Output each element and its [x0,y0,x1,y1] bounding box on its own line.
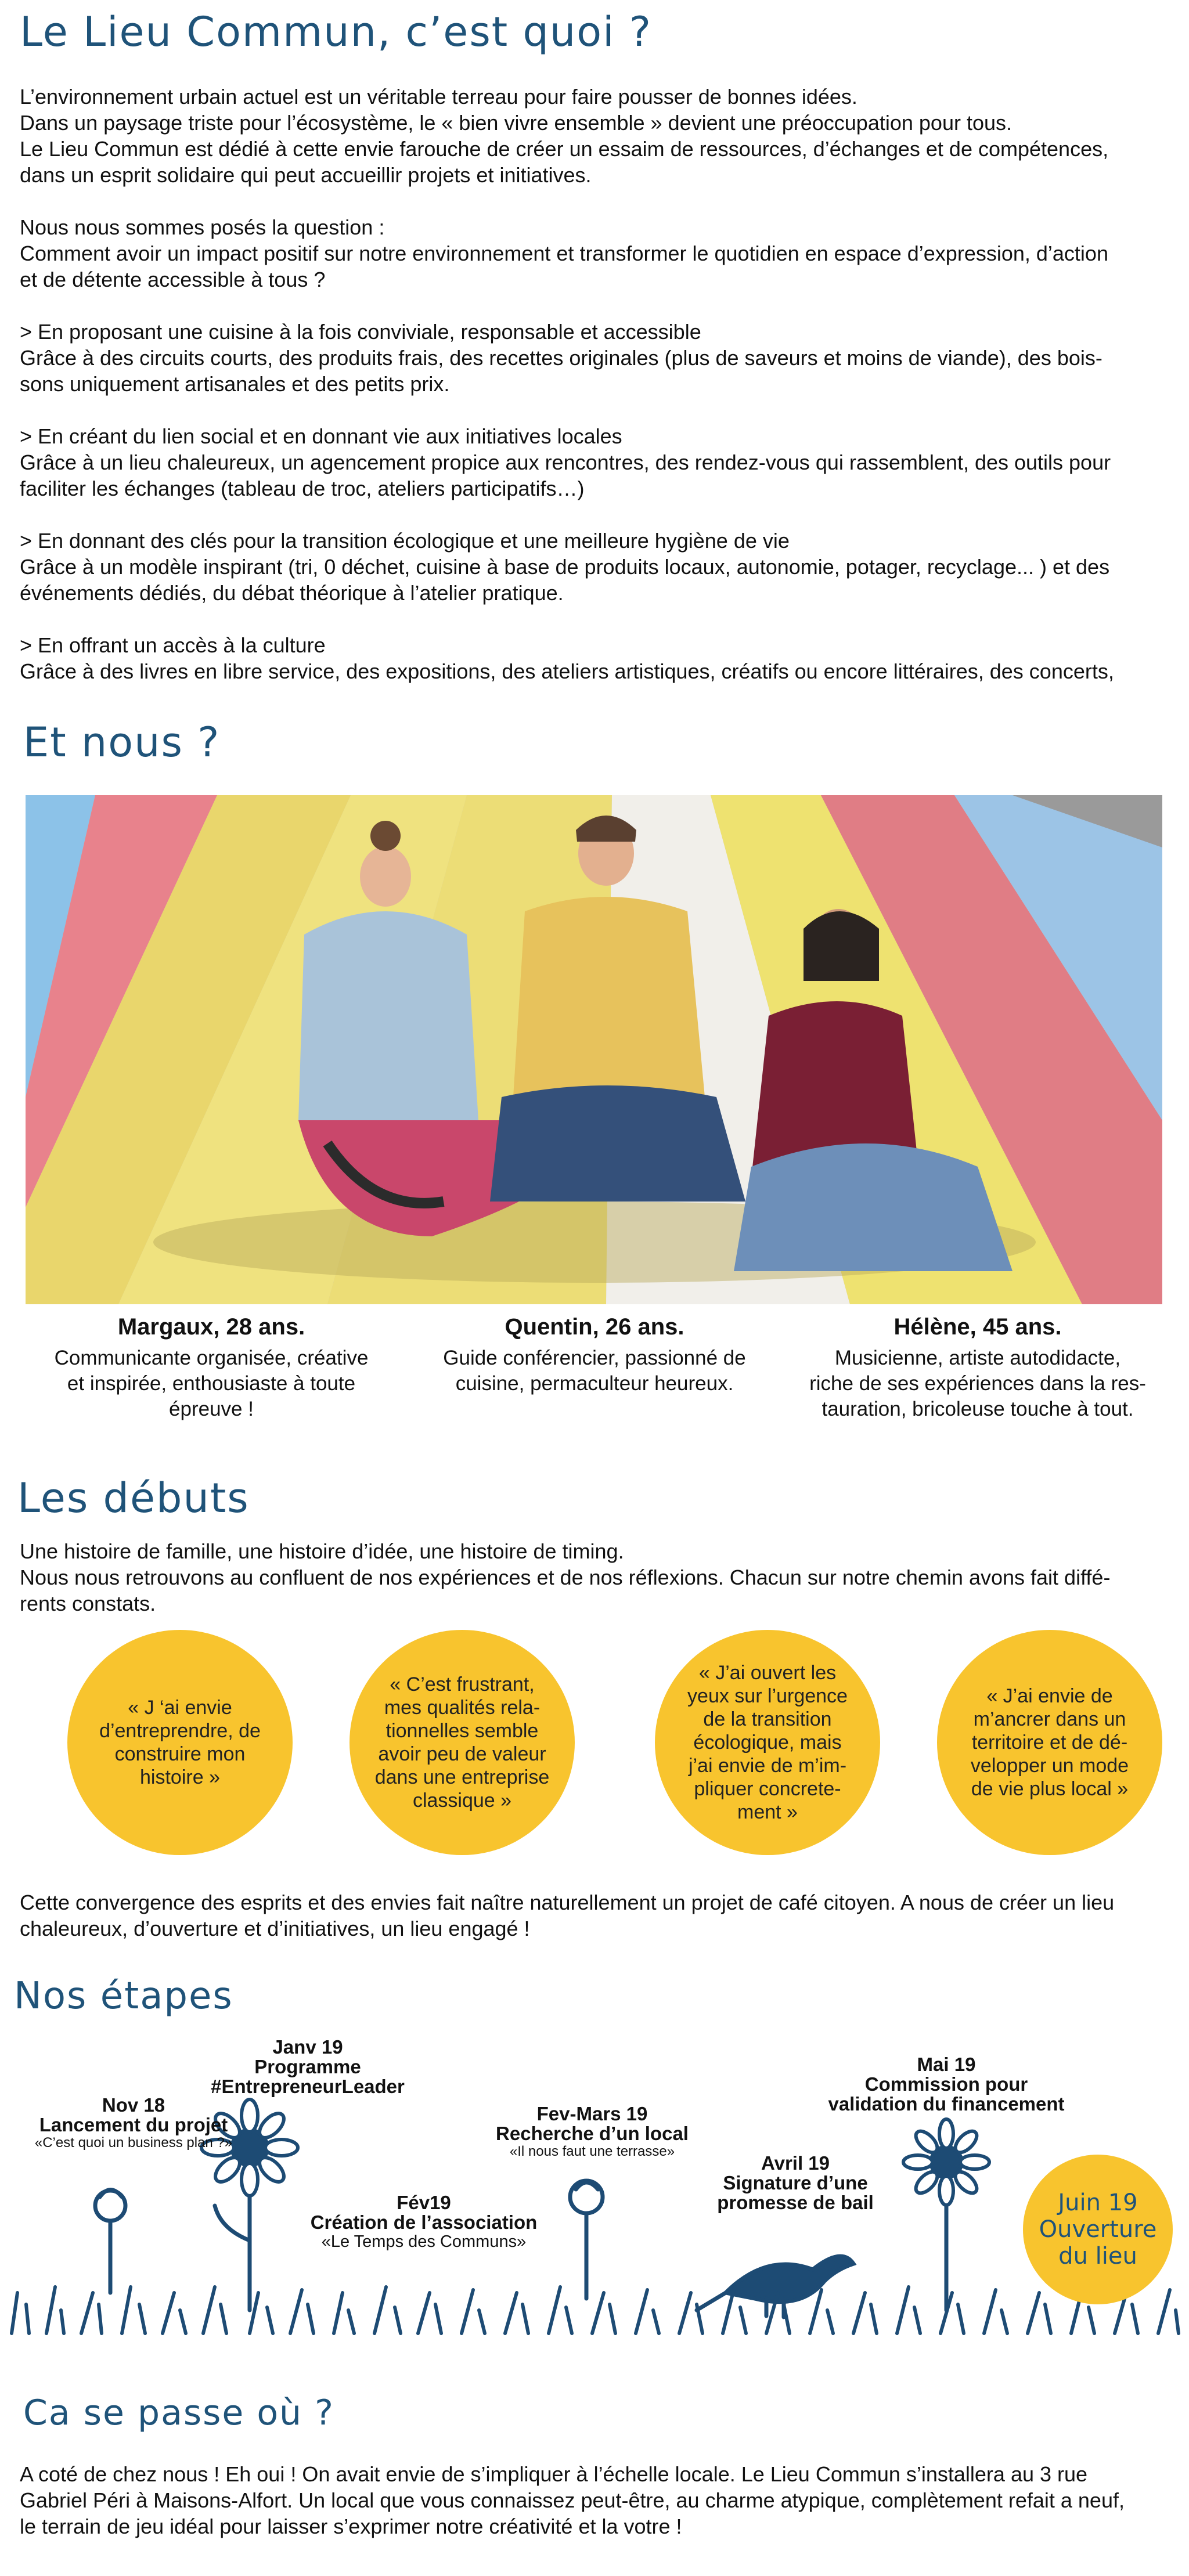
text-line: Dans un paysage triste pour l’écosystème, le « bien vivre ensemble » devient une préoccupation pour tous. [20,111,1012,135]
point-heading: > En offrant un accès à la culture [20,633,326,657]
text-line: dans un esprit solidaire qui peut accueillir projets et initiatives. [20,163,592,187]
desc-line: épreuve ! [169,1398,254,1420]
quote-circle: « J’ai ouvert les yeux sur l’urgence de la transition écologique, mais j’ai envie de m’im-pliquer concrete-ment » [655,1630,880,1855]
step-label: Signature d’une [723,2172,868,2193]
quote-circle: « C’est frustrant, mes qualités rela-tionnelles semble avoir peu de valeur dans une entreprise classique » [350,1630,575,1855]
person-description [792,1345,1163,1422]
text-line: le terrain de jeu idéal pour laisser s’exprimer notre créativité et la votre ! [20,2514,682,2538]
text-line: Nous nous sommes posés la question : [20,215,385,239]
text-line: L’environnement urbain actuel est un véritable terreau pour faire pousser de bonnes idées. [20,85,857,109]
text-line: chaleureux, d’ouverture et d’initiatives, un lieu engagé ! [20,1917,530,1940]
desc-line: Communicante organisée, créative [54,1347,369,1369]
step-label: Programme [254,2056,361,2077]
step-mai19 [807,2055,1086,2114]
section-title-us: Et nous ? [23,719,221,766]
person-quentin [409,1313,780,1397]
text-line: Grâce à des circuits courts, des produits frais, des recettes originales (plus de saveurs et moins de viande), des bois- [20,346,1102,370]
step-date: Avril 19 [761,2152,830,2174]
section3-conclusion [20,1889,1169,1942]
section1-body [20,84,1169,684]
person-name: Hélène, 45 ans. [893,1314,1062,1340]
step-date: Fev-Mars 19 [536,2103,648,2124]
text-line: Cette convergence des esprits et des envies fait naître naturellement un projet de café citoyen. A nous de créer un lieu [20,1890,1115,1914]
text-line: Gabriel Péri à Maisons-Alfort. Un local que vous connaissez peut-être, au charme atypique, complètement refait a neuf, [20,2488,1125,2512]
text-line: Nous nous retrouvons au confluent de nos expériences et de nos réflexions. Chacun sur notre chemin avons fait diffé- [20,1565,1111,1589]
text-line: Comment avoir un impact positif sur notre environnement et transformer le quotidien en espace d’expression, d’action [20,241,1108,265]
desc-line: cuisine, permaculteur heureux. [455,1372,734,1395]
text-line: Le Lieu Commun est dédié à cette envie farouche de créer un essaim de ressources, d’échanges et de compétences, [20,137,1109,161]
text-line: faciliter les échanges (tableau de troc, ateliers participatifs…) [20,477,585,500]
step-date: Juin 19 [1058,2189,1138,2216]
section-title-beginnings: Les débuts [17,1474,250,1522]
step-label: Commission pour [864,2073,1028,2095]
step-label: du lieu [1058,2243,1137,2270]
person-margaux [26,1313,397,1422]
step-label: Ouverture [1039,2216,1157,2243]
section-title-what: Le Lieu Commun, c’est quoi ? [20,8,652,56]
step-caption: «Il nous faut une terrasse» [509,2144,675,2159]
text-line: sons uniquement artisanales et des petits prix. [20,372,450,396]
person-helene [792,1313,1163,1422]
section3-intro [20,1538,1169,1617]
step-label: Lancement du projet [39,2114,228,2135]
quote-circle: « J’ai envie de m’ancrer dans un territoire et de dé-velopper un mode de vie plus local » [937,1630,1162,1855]
text-line: Grâce à un lieu chaleureux, un agencement propice aux rencontres, des rendez-vous qui rassemblent, des outils pour [20,450,1111,474]
point-heading: > En donnant des clés pour la transition écologique et une meilleure hygiène de vie [20,529,790,553]
step-fev19 [290,2193,557,2251]
step-date: Janv 19 [272,2036,343,2058]
person-name: Margaux, 28 ans. [117,1314,305,1340]
step-label: #EntrepreneurLeader [211,2076,405,2097]
step-caption: «C’est quoi un business plan ?» [34,2135,233,2151]
step-label: Recherche d’un local [496,2123,689,2144]
step-caption: «Le Temps des Communs» [321,2232,527,2251]
step-nov18 [23,2095,244,2151]
text-line: Une histoire de famille, une histoire d’idée, une histoire de timing. [20,1539,624,1563]
desc-line: et inspirée, enthousiaste à toute [67,1372,356,1395]
text-line: et de détente accessible à tous ? [20,268,326,291]
text-line: A coté de chez nous ! Eh oui ! On avait envie de s’impliquer à l’échelle locale. Le Lieu Commun s’installera au 3 rue [20,2462,1088,2486]
point-heading: > En créant du lien social et en donnant vie aux initiatives locales [20,424,622,448]
step-janv19 [174,2037,441,2097]
step-label: validation du financement [828,2093,1065,2115]
section-title-steps: Nos étapes [14,1975,233,2018]
section5-body [20,2461,1169,2539]
quote-circle: « J ‘ai envie d’entreprendre, de construire mon histoire » [67,1630,293,1855]
text-line: Grâce à des livres en libre service, des expositions, des ateliers artistiques, créatifs ou encore littéraires, des concerts, [20,659,1114,683]
desc-line: Musicienne, artiste autodidacte, [834,1347,1121,1369]
desc-line: tauration, bricoleuse touche à tout. [822,1398,1134,1420]
desc-line: Guide conférencier, passionné de [443,1347,746,1369]
step-fevmars19 [476,2104,708,2160]
person-description [409,1345,780,1397]
text-line: Grâce à un modèle inspirant (tri, 0 déchet, cuisine à base de produits locaux, autonomie, potager, recyclage... ) et des [20,555,1110,579]
step-date: Fév19 [397,2192,451,2213]
text-line: rents constats. [20,1592,156,1615]
step-label: promesse de bail [717,2192,874,2213]
section-title-where: Ca se passe où ? [23,2393,334,2433]
person-name: Quentin, 26 ans. [505,1314,684,1340]
step-label: Création de l’association [310,2211,538,2233]
step-avril19 [691,2153,900,2213]
desc-line: riche de ses expériences dans la res- [809,1372,1146,1395]
step-date: Mai 19 [917,2054,976,2075]
step-date: Nov 18 [102,2094,165,2116]
text-line: événements dédiés, du débat théorique à l’atelier pratique. [20,581,564,605]
point-heading: > En proposant une cuisine à la fois conviviale, responsable et accessible [20,320,701,344]
team-photo [26,795,1162,1304]
step-juin19-badge [1023,2155,1173,2304]
person-description [26,1345,397,1422]
